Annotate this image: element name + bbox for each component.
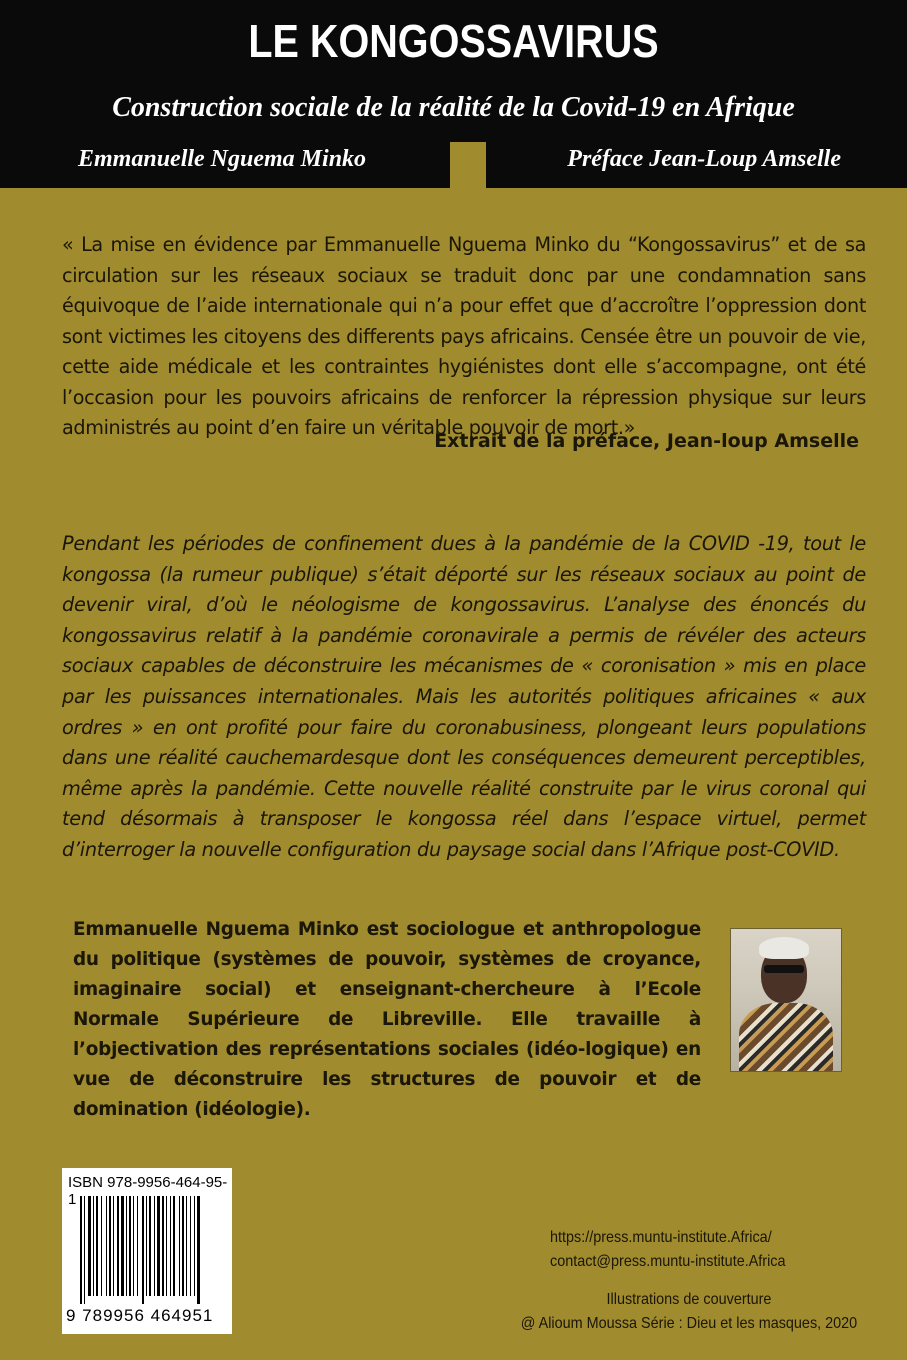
book-title: LE KONGOSSAVIRUS [248, 15, 659, 67]
barcode-bar [149, 1196, 151, 1296]
barcode-bar [80, 1196, 82, 1304]
preface-quote: « La mise en évidence par Emmanuelle Nguema Minko du “Kongossavirus” et de sa circulation sur les réseaux sociaux se traduit donc par une condamnation sans équivoque de l’aide internationale qui n’a pour effet que d’accroître l’oppression dont sont victimes les citoyens des differents pays africains. Censée être un pouvoir de vie, cette aide médicale et les contraintes hygiénistes dont elle s’accompagne, ont été l’occasion pour les pouvoirs africains de renforcer la répression physique sur leurs administrés au point d’en faire un véritable pouvoir de mort.» [62, 233, 866, 439]
barcode-bar [84, 1196, 85, 1304]
photo-hair [759, 937, 809, 959]
barcode-bar [154, 1196, 155, 1296]
book-summary: Pendant les périodes de confinement dues à la pandémie de la COVID -19, tout le kongossa (la rumeur publique) s’était déporté sur les réseaux sociaux au point de devenir viral, d’où le néologisme de kongossavirus. L’analyse des énoncés du kongossavirus relatif à la pandémie coronavirale a permis de révéler des acteurs sociaux capables de déconstruire les mécanismes de « coronisation » mis en place par les puissances internationales. Mais les autorités politiques africaines « aux ordres » en ont profité pour faire du coronabusiness, plongeant leurs populations dans une réalité cauchemardesque dont les conséquences demeurent perceptibles, même après la pandémie. Cette nouvelle réalité construite par le virus coronal qui tend désormais à transposer le kongossa réel dans l’espace virtuel, permet d’interroger la nouvelle configuration du paysage social dans l’Afrique post-COVID. [62, 532, 866, 861]
cover-credits [509, 1288, 869, 1336]
website-link[interactable]: https://press.muntu-institute.Africa/ [550, 1229, 772, 1246]
header-notch [450, 142, 486, 188]
preface-credit: Préface Jean-Loup Amselle [567, 146, 841, 172]
barcode-bar [162, 1196, 164, 1296]
credits-line-2: @ Alioum Moussa Série : Dieu et les masques, 2020 [520, 1315, 858, 1332]
barcode-bar [113, 1196, 114, 1296]
barcode-bar [142, 1196, 144, 1304]
author-photo [730, 928, 842, 1072]
barcode-bar [101, 1196, 102, 1296]
isbn-barcode-box [62, 1168, 232, 1334]
barcode-bar [170, 1196, 171, 1296]
photo-glasses [764, 965, 804, 973]
author-name: Emmanuelle Nguema Minko [78, 146, 367, 172]
barcode-bar [186, 1196, 187, 1296]
barcode-bar [190, 1196, 191, 1296]
barcode-bar [173, 1196, 175, 1296]
barcode-bar [93, 1196, 94, 1296]
barcode-bar [121, 1196, 124, 1296]
barcode [80, 1196, 225, 1304]
barcode-bar [126, 1196, 127, 1296]
barcode-bar [146, 1196, 147, 1296]
credits-line-1: Illustrations de couverture [606, 1291, 772, 1308]
photo-body [739, 1003, 833, 1072]
barcode-bar [88, 1196, 91, 1296]
barcode-bar [106, 1196, 107, 1296]
barcode-bar [133, 1196, 134, 1296]
contact-block [550, 1226, 820, 1274]
barcode-bar [166, 1196, 167, 1296]
quote-source: Extrait de la préface, Jean-loup Amselle [434, 430, 859, 452]
barcode-bar [109, 1196, 111, 1296]
barcode-bar [137, 1196, 138, 1296]
isbn-label: ISBN 978-9956-464-95-1 [68, 1174, 228, 1208]
email-link[interactable]: contact@press.muntu-institute.Africa [550, 1253, 786, 1270]
barcode-bar [157, 1196, 160, 1296]
barcode-bar [194, 1196, 195, 1296]
barcode-bar [117, 1196, 119, 1296]
barcode-bar [179, 1196, 180, 1296]
barcode-digits: 9 789956 464951 [66, 1306, 214, 1325]
author-bio: Emmanuelle Nguema Minko est sociologue et anthropologue du politique (systèmes de pouvoir, systèmes de croyance, imaginaire social) et enseignant-chercheure à l’Ecole Normale Supérieure de Libreville. Elle travaille à l’objectivation des représentations sociales (idéo-logique) en vue de déconstruire les structures de pouvoir et de domination (idéologie). [73, 919, 701, 1120]
barcode-bar [197, 1196, 200, 1304]
book-subtitle: Construction sociale de la réalité de la Covid-19 en Afrique [112, 92, 795, 123]
barcode-bar [182, 1196, 184, 1296]
barcode-bar [129, 1196, 131, 1296]
header-band [0, 0, 907, 188]
barcode-bar [96, 1196, 98, 1296]
